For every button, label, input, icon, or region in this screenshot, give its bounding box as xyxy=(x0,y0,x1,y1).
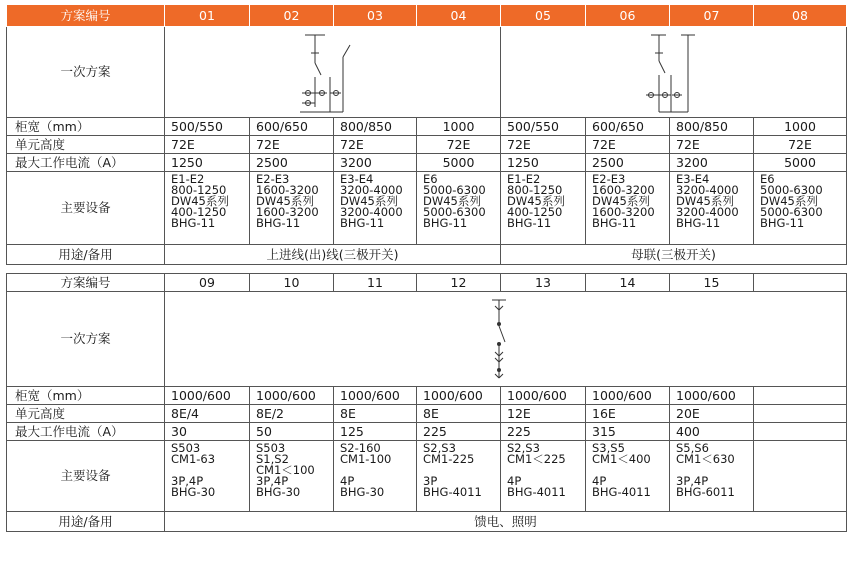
t2-cell: 225 xyxy=(417,423,501,441)
t1-cell: 800/850 xyxy=(334,118,417,136)
t2-row-height xyxy=(7,405,847,423)
t2-cell: 50 xyxy=(250,423,334,441)
spec-table xyxy=(6,4,847,532)
t1-cell: 72E xyxy=(250,136,334,154)
t2-cell: 225 xyxy=(501,423,586,441)
t2-header-row xyxy=(7,274,847,292)
t1-equipment-cell: E3-E4 3200-4000 DW45系列 3200-4000 BHG-11 xyxy=(670,172,754,245)
t2-scheme-12: 12 xyxy=(417,274,501,292)
t2-equipment-cell: S503 S1,S2 CM1＜100 3P,4P BHG-30 xyxy=(250,441,334,512)
t1-cell: 72E xyxy=(670,136,754,154)
t2-cell: 1000/600 xyxy=(501,387,586,405)
t1-cell: 72E xyxy=(501,136,586,154)
t2-scheme-15: 15 xyxy=(670,274,754,292)
t2-equipment-cell: S2,S3 CM1＜225 4P BHG-4011 xyxy=(501,441,586,512)
bus-coupler-diagram-icon xyxy=(501,27,847,117)
t2-cell: 1000/600 xyxy=(334,387,417,405)
feeder-diagram-icon xyxy=(165,292,845,386)
t1-scheme-06: 06 xyxy=(586,5,670,27)
t1-header-label: 方案编号 xyxy=(7,5,165,27)
t2-equipment-cell xyxy=(754,441,847,512)
t2-cell: 1000/600 xyxy=(417,387,501,405)
t1-row-current-label: 最大工作电流（A） xyxy=(7,154,165,172)
t2-cell: 30 xyxy=(165,423,250,441)
t1-cell: 72E xyxy=(334,136,417,154)
t1-equipment-cell: E3-E4 3200-4000 DW45系列 3200-4000 BHG-11 xyxy=(334,172,417,245)
t1-cell: 72E xyxy=(586,136,670,154)
t2-cell: 1000/600 xyxy=(586,387,670,405)
t1-equipment-cell: E6 5000-6300 DW45系列 5000-6300 BHG-11 xyxy=(754,172,847,245)
t2-row-width xyxy=(7,387,847,405)
t2-row-equipment xyxy=(7,441,847,512)
t1-cell: 1250 xyxy=(501,154,586,172)
t1-cell: 3200 xyxy=(334,154,417,172)
t2-cell: 8E xyxy=(334,405,417,423)
t2-row-current xyxy=(7,423,847,441)
t1-equipment-cell: E2-E3 1600-3200 DW45系列 1600-3200 BHG-11 xyxy=(250,172,334,245)
t1-scheme-03: 03 xyxy=(334,5,417,27)
t1-usage-left: 上进线(出)线(三极开关) xyxy=(165,245,501,265)
t1-cell: 5000 xyxy=(754,154,847,172)
t1-row-width xyxy=(7,118,847,136)
t1-cell: 1000 xyxy=(417,118,501,136)
t2-cell xyxy=(754,405,847,423)
t2-equipment-cell: S5,S6 CM1＜630 3P,4P BHG-6011 xyxy=(670,441,754,512)
t1-scheme-02: 02 xyxy=(250,5,334,27)
t2-scheme-09: 09 xyxy=(165,274,250,292)
t2-usage-label: 用途/备用 xyxy=(7,512,165,532)
spec-sheet xyxy=(6,4,846,532)
t1-equipment-cell: E6 5000-6300 DW45系列 5000-6300 BHG-11 xyxy=(417,172,501,245)
t2-header-label: 方案编号 xyxy=(7,274,165,292)
t1-cell: 600/650 xyxy=(586,118,670,136)
t2-cell: 400 xyxy=(670,423,754,441)
table-spacer-cell xyxy=(7,265,847,274)
t2-cell: 20E xyxy=(670,405,754,423)
t2-row-width-label: 柜宽（mm） xyxy=(7,387,165,405)
t1-diagram-left xyxy=(165,27,501,118)
t2-cell: 1000/600 xyxy=(165,387,250,405)
t2-equipment-label: 主要设备 xyxy=(7,441,165,512)
t2-cell xyxy=(754,423,847,441)
t1-cell: 500/550 xyxy=(165,118,250,136)
t2-row-current-label: 最大工作电流（A） xyxy=(7,423,165,441)
t1-cell: 800/850 xyxy=(670,118,754,136)
t2-cell: 8E/2 xyxy=(250,405,334,423)
t1-equipment-cell: E2-E3 1600-3200 DW45系列 1600-3200 BHG-11 xyxy=(586,172,670,245)
incoming-line-diagram-icon xyxy=(165,27,501,117)
t1-scheme-01: 01 xyxy=(165,5,250,27)
t2-row-height-label: 单元高度 xyxy=(7,405,165,423)
t1-equipment-cell: E1-E2 800-1250 DW45系列 400-1250 BHG-11 xyxy=(165,172,250,245)
t2-diagram-label: 一次方案 xyxy=(7,292,165,387)
table-spacer xyxy=(7,265,847,274)
t1-cell: 600/650 xyxy=(250,118,334,136)
t1-cell: 72E xyxy=(417,136,501,154)
t1-scheme-05: 05 xyxy=(501,5,586,27)
t2-scheme-13: 13 xyxy=(501,274,586,292)
t2-equipment-cell: S503 CM1-63 3P,4P BHG-30 xyxy=(165,441,250,512)
t2-equipment-cell: S2,S3 CM1-225 3P BHG-4011 xyxy=(417,441,501,512)
t2-cell: 16E xyxy=(586,405,670,423)
t2-scheme-11: 11 xyxy=(334,274,417,292)
t1-cell: 2500 xyxy=(586,154,670,172)
t1-row-usage xyxy=(7,245,847,265)
t1-scheme-08: 08 xyxy=(754,5,847,27)
t1-cell: 1000 xyxy=(754,118,847,136)
t1-cell: 3200 xyxy=(670,154,754,172)
t2-row-usage xyxy=(7,512,847,532)
t2-cell: 12E xyxy=(501,405,586,423)
t1-equipment-label: 主要设备 xyxy=(7,172,165,245)
t1-cell: 72E xyxy=(165,136,250,154)
t1-row-width-label: 柜宽（mm） xyxy=(7,118,165,136)
t2-diagram xyxy=(165,292,847,387)
t1-row-height-label: 单元高度 xyxy=(7,136,165,154)
t1-diagram-row xyxy=(7,27,847,118)
t1-diagram-right xyxy=(501,27,847,118)
t1-usage-label: 用途/备用 xyxy=(7,245,165,265)
t1-scheme-04: 04 xyxy=(417,5,501,27)
t1-row-height xyxy=(7,136,847,154)
t1-equipment-cell: E1-E2 800-1250 DW45系列 400-1250 BHG-11 xyxy=(501,172,586,245)
t1-diagram-label: 一次方案 xyxy=(7,27,165,118)
t2-cell: 1000/600 xyxy=(250,387,334,405)
t2-scheme-10: 10 xyxy=(250,274,334,292)
t1-cell: 1250 xyxy=(165,154,250,172)
t2-diagram-row xyxy=(7,292,847,387)
t1-cell: 5000 xyxy=(417,154,501,172)
t1-scheme-07: 07 xyxy=(670,5,754,27)
t1-row-equipment xyxy=(7,172,847,245)
t2-cell: 8E xyxy=(417,405,501,423)
t1-usage-right: 母联(三极开关) xyxy=(501,245,847,265)
t1-header-row xyxy=(7,5,847,27)
t2-scheme-empty xyxy=(754,274,847,292)
t2-cell: 1000/600 xyxy=(670,387,754,405)
t1-row-current xyxy=(7,154,847,172)
t2-equipment-cell: S3,S5 CM1＜400 4P BHG-4011 xyxy=(586,441,670,512)
t2-cell: 8E/4 xyxy=(165,405,250,423)
t2-usage-all: 馈电、照明 xyxy=(165,512,847,532)
t2-equipment-cell: S2-160 CM1-100 4P BHG-30 xyxy=(334,441,417,512)
t1-cell: 72E xyxy=(754,136,847,154)
t1-cell: 2500 xyxy=(250,154,334,172)
t2-cell xyxy=(754,387,847,405)
t1-cell: 500/550 xyxy=(501,118,586,136)
t2-cell: 315 xyxy=(586,423,670,441)
t2-scheme-14: 14 xyxy=(586,274,670,292)
t2-cell: 125 xyxy=(334,423,417,441)
